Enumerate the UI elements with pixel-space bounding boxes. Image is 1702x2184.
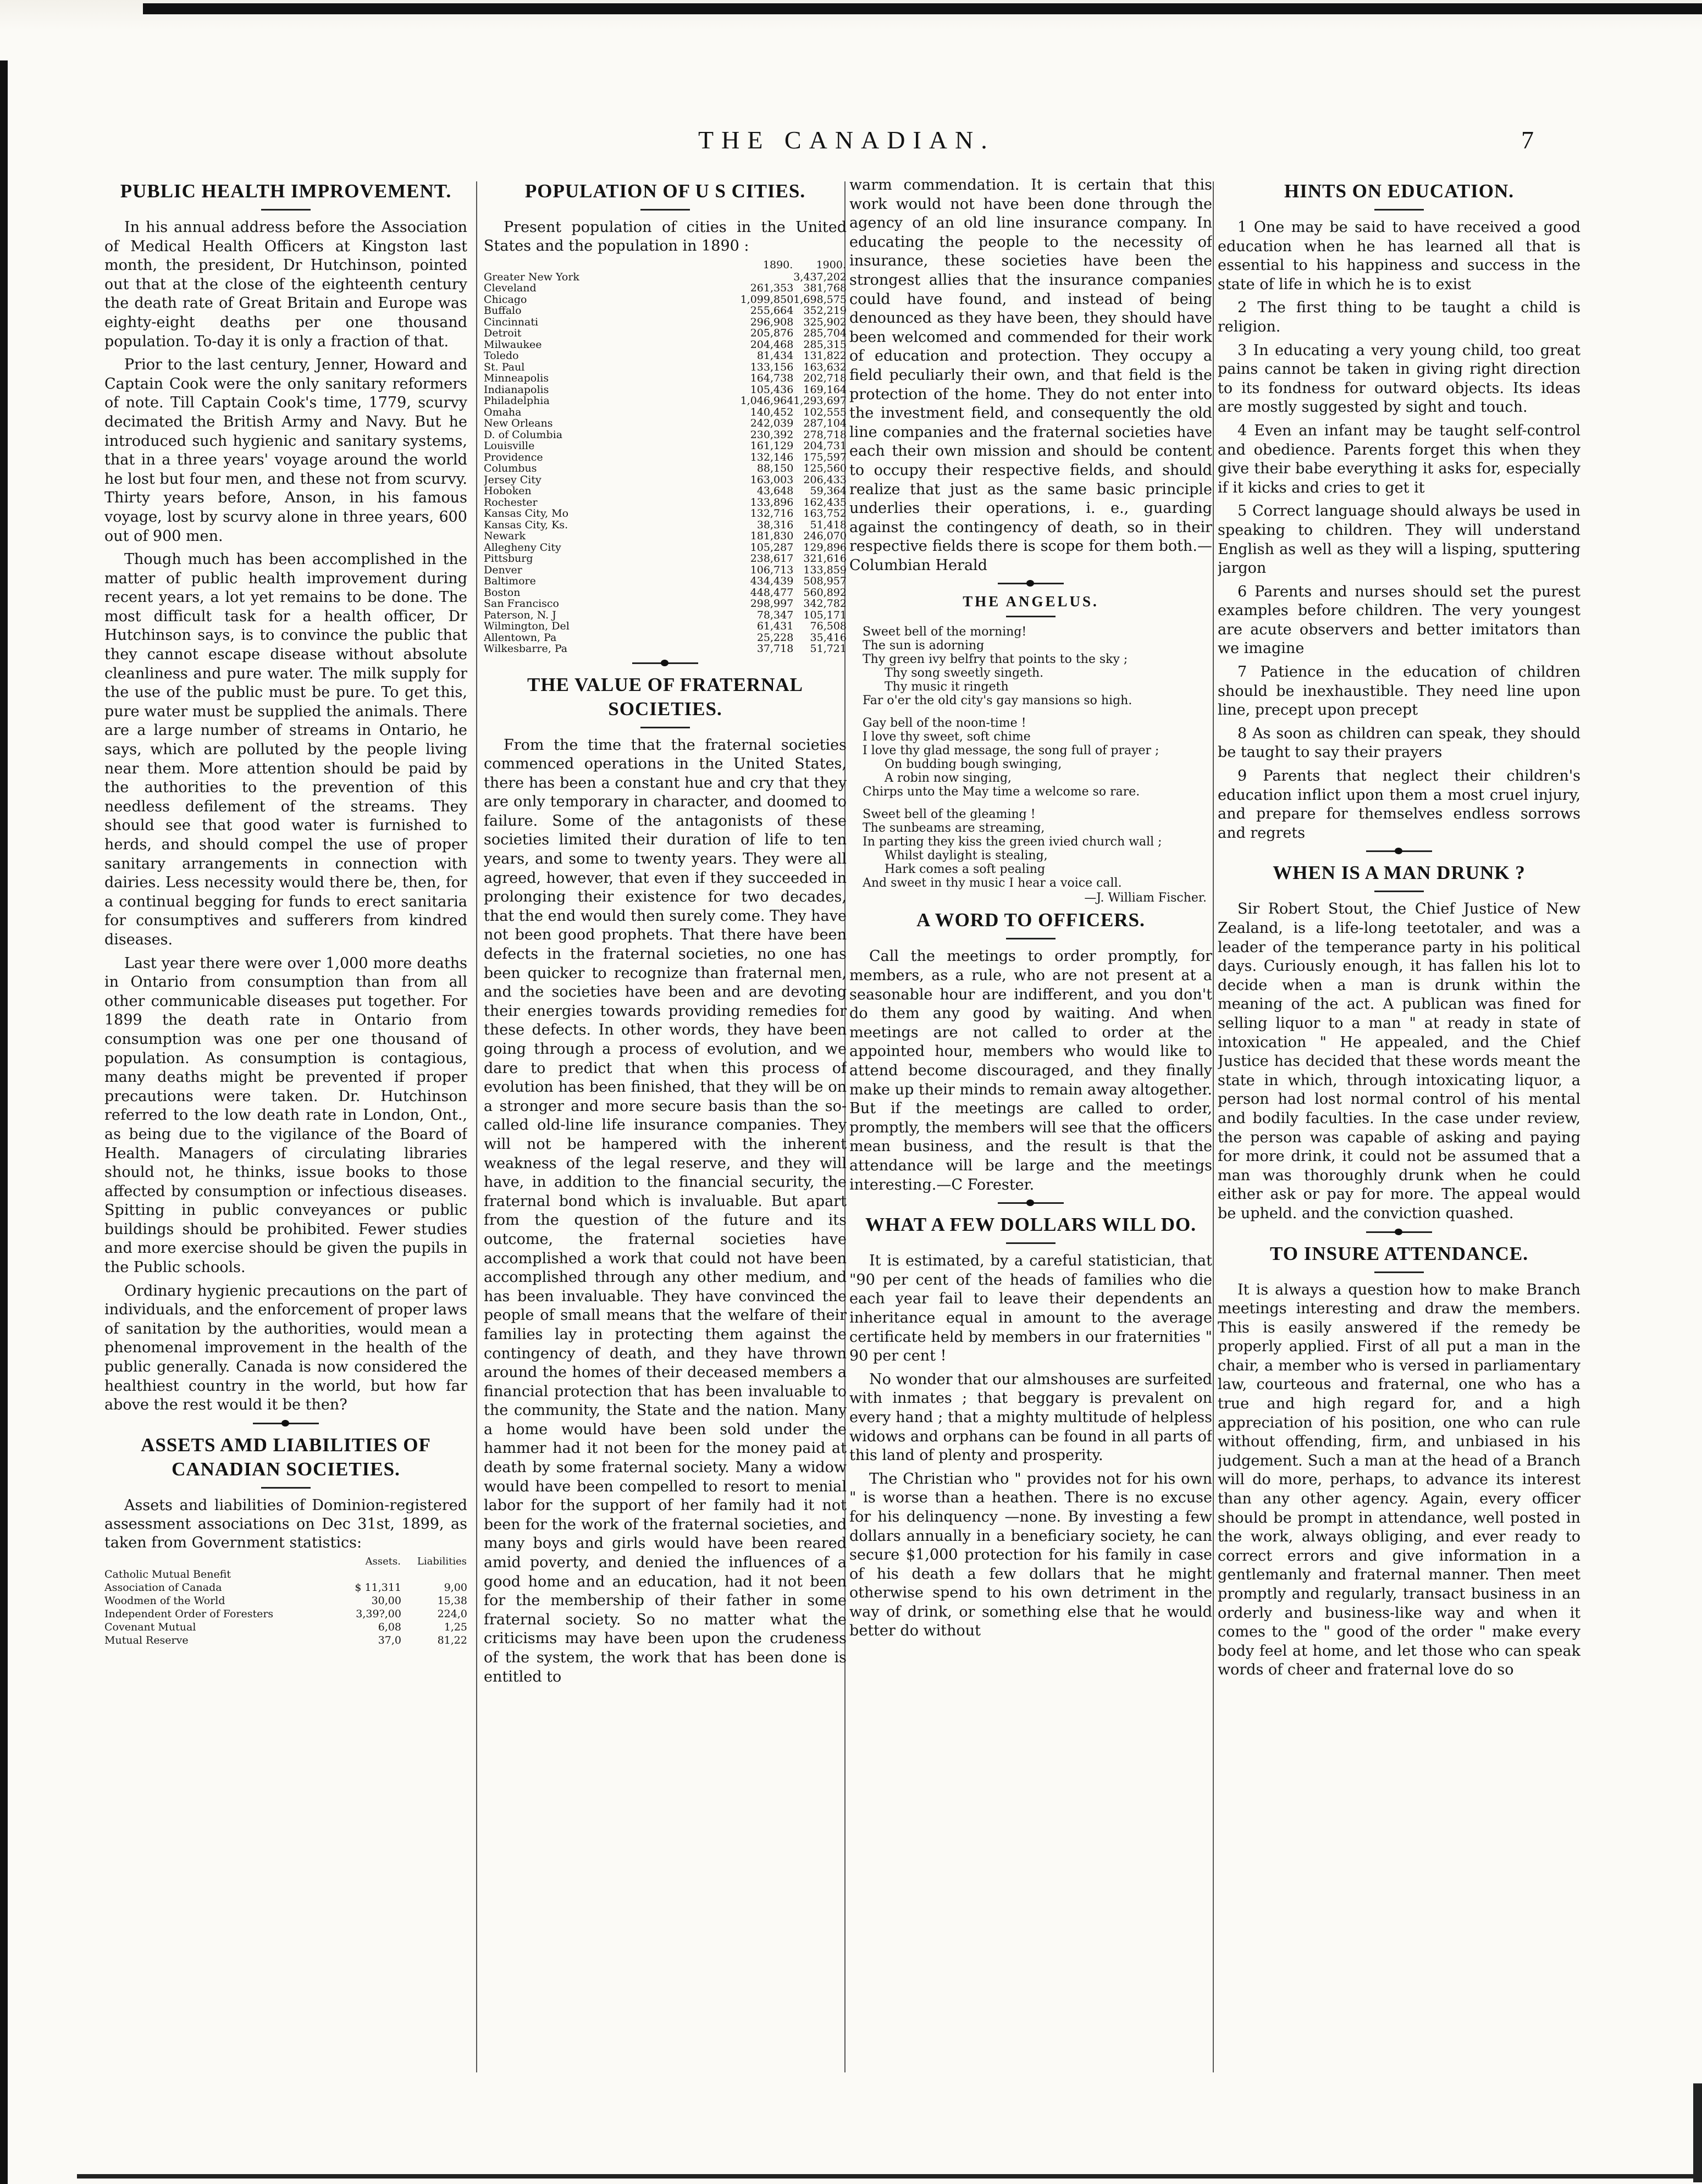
table-row — [484, 328, 847, 339]
table-row — [484, 384, 847, 396]
population-1890-cell: 163,003 — [750, 473, 794, 486]
article-paragraph: Ordinary hygienic precautions on the part of individuals, and the enforcement of proper laws of sanitation by the authorities, would mean a phenomenal improvement in the health of the public generally. Canada is now considered the healthiest country in the world, but how far above the rest would it be then? — [104, 1282, 467, 1414]
population-1900-cell: 285,315 — [803, 338, 847, 351]
population-table-body — [484, 272, 847, 655]
population-1900-cell: 133,859 — [803, 563, 847, 576]
section-ornament — [632, 662, 698, 664]
article-continuation: warm commendation. It is certain that this work would not have been done through the agency of an old line insurance company. In educating the people to the necessity of insurance, these societies have been the strongest allies that the insurance companies could have found, and instead of being denounced as they have been, they should have been welcomed and commended for their work of education and protection. They occupy a field peculiarly their own, and that field is the protection of the home. They do not enter into the investment field, and consequently the old line companies and the fraternal societies have each their own mission and should be content to occupy their respective fields, and should realize that just as the same basic principle underlies their operations, i. e., guarding against the contingency of death, so in their respective fields there is scope for them both.—Columbian Herald — [849, 176, 1212, 574]
population-1900-cell: 321,616 — [803, 552, 847, 565]
population-1900-cell: 125,560 — [803, 462, 847, 474]
table-row — [484, 407, 847, 418]
table-row — [484, 418, 847, 429]
population-1900-cell: 51,418 — [810, 518, 847, 531]
city-name-cell: Columbus — [484, 462, 537, 474]
assets-table-body — [104, 1568, 467, 1647]
table-row — [484, 632, 847, 644]
population-1900-cell: 560,892 — [803, 586, 847, 599]
headline-rule — [640, 209, 690, 211]
poem-line: The sunbeams are streaming, — [863, 821, 1045, 836]
table-row — [104, 1634, 467, 1647]
city-name-cell: St. Paul — [484, 361, 525, 373]
assets-cell: 3,39?,00 — [356, 1607, 401, 1620]
population-1900-cell: 131,822 — [803, 350, 847, 362]
population-1890-cell: 132,716 — [750, 507, 794, 519]
city-name-cell: Allegheny City — [484, 541, 561, 554]
left-border-rule — [0, 60, 8, 2184]
table-row — [484, 339, 847, 351]
city-name-cell: Omaha — [484, 406, 522, 418]
population-1890-cell: 161,129 — [750, 440, 794, 452]
table-row — [484, 294, 847, 306]
table-row — [484, 542, 847, 554]
bottom-border-rule — [77, 2174, 1702, 2179]
population-1900-cell: 163,632 — [803, 361, 847, 373]
city-name-cell: Kansas City, Ks. — [484, 518, 568, 531]
top-border-rule — [143, 3, 1702, 14]
section-ornament — [1366, 850, 1432, 852]
headline-rule — [261, 209, 311, 211]
city-name-cell: Detroit — [484, 327, 522, 339]
poem-line: Far o'er the old city's gay mansions so high. — [863, 694, 1132, 708]
stanza-break — [863, 707, 1212, 716]
society-name-cell: Woodmen of the World — [104, 1594, 225, 1607]
assets-cell: 37,0 — [378, 1634, 401, 1646]
population-1900-cell: 102,555 — [803, 406, 847, 418]
population-1900-cell: 105,171 — [803, 609, 847, 621]
headline-rule — [640, 727, 690, 728]
article-headline: WHAT A FEW DOLLARS WILL DO. — [865, 1214, 1197, 1236]
liabilities-cell: 15,38 — [437, 1594, 467, 1607]
table-intro: Present population of cities in the United States and the population in 1890 : — [484, 219, 847, 255]
article-paragraph: 3 In educating a very young child, too great pains cannot be taken in giving right direction to its fondness for outward objects. Its ideas are mostly suggested by sight and touch. — [1218, 341, 1581, 416]
article-paragraph: Though much has been accomplished in the matter of public health improvement during recent years, a lot yet remains to be done. The most difficult task for a health officer, Dr Hutchinson says, is to convince the public that they cannot escape disease without absolute cleanliness and pure water. The milk supply for the use of the public must be pure. To get this, pure water must be supplied the animals. There are a large number of streams in Ontario, he says, which are polluted by the people living near them. More attention should be paid by the authorities to the prevention of this needless defilement of the streams. They should see that good water is furnished to herds, and should compel the use of proper sanitary arrangements in connection with dairies. Less necessity would there be, then, for a continual begging for funds to erect sanitaria for consumptives and sufferers from kindred diseases. — [104, 551, 467, 948]
population-1890-cell: 434,439 — [750, 575, 794, 587]
population-1890-cell: 43,648 — [756, 485, 794, 497]
assets-table — [104, 1556, 467, 1647]
population-1890-cell: 261,353 — [750, 282, 794, 294]
table-row — [484, 497, 847, 508]
article-paragraph: No wonder that our almshouses are surfeited with inmates ; that beggary is prevalent on every hand ; that a mighty multitude of helpless widows and orphans can be found in all parts of this land of plenty and prosperity. — [849, 1370, 1212, 1464]
article-paragraph: 9 Parents that neglect their children's education inflict upon them a most cruel injury, and prepare for themselves endless sorrows and regrets — [1218, 767, 1581, 842]
population-1890-cell: 296,908 — [750, 316, 794, 328]
population-1900-cell: 508,957 — [803, 575, 847, 587]
table-row — [484, 530, 847, 542]
population-1900-cell: 342,782 — [803, 598, 847, 610]
population-1900-cell: 285,704 — [803, 327, 847, 339]
article-paragraph: From the time that the fraternal societies commenced operations in the United States, there has been a constant hue and cry that they are only temporary in character, and doomed to failure. Some of the antagonists of these societies limited their duration of life to ten years, and some to twenty years. They were all agreed, however, that even if they succeeded in prolonging their existence for two decades, that the end would then surely come. They have not been good prophets. That there have been defects in the fraternal societies, no one has been quicker to recognize than fraternal men, and the societies have been and are devoting their energies towards providing remedies for these defects. In other words, they have been going through a process of evolution, and we dare to predict that when this process of evolution has been finished, that they will be on a stronger and more secure basis than the so-called old-line life insurance companies. They will not be hampered with the inherent weakness of the legal reserve, and they will have, in addition to the financial security, the fraternal bond which is invaluable. But apart from the question of the future and its outcome, the fraternal societies have accomplished a work that could not have been accomplished through any other medium, and has been invaluable. They have convinced the people of small means that the welfare of their families lay in protecting them against the contingency of death, and they have thrown around the homes of their deceased members a financial protection that has been invaluable to the community, the State and the nation. Many a home would have been sold under the hammer had it not been for the money paid at death by some fraternal society. Many a widow would have been compelled to resort to menial labor for the support of her family had it not been for the work of the fraternal societies, and many boys and girls would have been reared amid poverty, and denied the influences of a good home and an education, had it not been for the membership of their father in some fraternal society. So no matter what the criticisms may have been upon the crudeness of the system, the work that has been done is entitled to — [484, 736, 847, 1685]
table-row — [484, 440, 847, 452]
population-1900-cell: 59,364 — [810, 485, 847, 497]
table-row — [484, 610, 847, 621]
population-1890-cell: 181,830 — [750, 530, 794, 542]
city-name-cell: Milwaukee — [484, 338, 542, 351]
table-row — [484, 519, 847, 531]
city-name-cell: Pittsburg — [484, 552, 533, 565]
poem-line: Sweet bell of the gleaming ! — [863, 808, 1036, 822]
poem-line: A robin now singing, — [885, 771, 1012, 786]
poem-line: I love thy sweet, soft chime — [863, 730, 1031, 744]
city-name-cell: Allentown, Pa — [484, 631, 557, 644]
article-paragraph: In his annual address before the Association of Medical Health Officers at Kingston last month, the president, Dr Hutchinson, pointed out that at the close of the eighteenth century the death rate of Great Britain and Europe was eighty-eight deaths per one thousand population. To-day it is only a fraction of that. — [104, 219, 467, 350]
population-1890-cell: 164,738 — [750, 372, 794, 384]
poem-line: The sun is adorning — [863, 639, 985, 653]
population-1900-cell: 3,437,202 — [793, 270, 847, 283]
page-header — [104, 125, 1534, 164]
page-number: 7 — [1521, 126, 1534, 154]
table-row — [484, 452, 847, 463]
column-header: Liabilities — [417, 1555, 467, 1567]
population-1890-cell: 105,436 — [750, 383, 794, 396]
headline-rule — [1006, 1242, 1056, 1244]
assets-cell: 30,00 — [371, 1594, 401, 1607]
population-1900-cell: 51,721 — [810, 643, 847, 655]
city-name-cell: Boston — [484, 586, 521, 599]
headline-rule — [1374, 891, 1424, 892]
article-headline: HINTS ON EDUCATION. — [1284, 180, 1514, 202]
population-1890-cell: 37,718 — [756, 643, 794, 655]
table-row — [484, 373, 847, 384]
city-name-cell: Toledo — [484, 350, 519, 362]
article-paragraph: 7 Patience in the education of children should be inexhaustible. They need line upon line, precept upon precept — [1218, 664, 1581, 719]
table-row — [104, 1594, 467, 1607]
table-row — [104, 1581, 467, 1594]
column-4 — [1218, 176, 1581, 2083]
population-1890-cell: 204,468 — [750, 338, 794, 351]
article-paragraph: 6 Parents and nurses should set the purest examples before children. The very youngest are acute observers and better imitators than we imagine — [1218, 583, 1581, 657]
society-name-cell: Association of Canada — [104, 1581, 222, 1594]
poem-line: Chirps unto the May time a welcome so rare. — [863, 785, 1140, 799]
population-1890-cell: 1,046,964 — [740, 395, 794, 407]
table-row — [484, 429, 847, 441]
table-row — [484, 485, 847, 497]
article-paragraph: It is estimated, by a careful statistician, that "90 per cent of the heads of families who die each year fail to leave their dependents an inheritance equal in amount to the average certificate held by members in our fraternities " 90 per cent ! — [849, 1252, 1212, 1365]
city-name-cell: Providence — [484, 451, 543, 463]
stanza-break — [863, 799, 1212, 808]
article-headline: ASSETS AMD LIABILITIES OF CANADIAN SOCIETIES. — [141, 1434, 431, 1480]
table-row — [484, 587, 847, 599]
article-paragraph: 8 As soon as children can speak, they should be taught to say their prayers — [1218, 725, 1581, 761]
article-paragraph: The Christian who " provides not for his own " is worse than a heathen. There is no excuse for his delinquency —none. By investing a few dollars annually in a beneficiary society, he can secure $1,000 protection for his family in case of his death a few dollars that he might otherwise spend to his own detriment in the way of drink, or something else that he would better do without — [849, 1470, 1212, 1640]
section-ornament — [998, 1202, 1064, 1204]
population-1900-cell: 202,718 — [803, 372, 847, 384]
article-headline: PUBLIC HEALTH IMPROVEMENT. — [120, 180, 452, 202]
city-name-cell: Buffalo — [484, 305, 522, 317]
population-1890-cell: 132,146 — [750, 451, 794, 463]
section-ornament — [998, 583, 1064, 584]
table-row — [484, 272, 847, 283]
liabilities-cell: 9,00 — [444, 1581, 467, 1594]
poem-line: Gay bell of the noon-time ! — [863, 716, 1026, 731]
city-name-cell: San Francisco — [484, 598, 559, 610]
city-name-cell: Louisville — [484, 440, 535, 452]
city-name-cell: Minneapolis — [484, 372, 549, 384]
table-row — [484, 362, 847, 373]
population-1900-cell: 35,416 — [810, 631, 847, 644]
city-name-cell: Jersey City — [484, 473, 541, 486]
table-row — [484, 553, 847, 565]
population-1900-cell: 287,104 — [803, 417, 847, 429]
headline-rule — [1006, 938, 1056, 939]
article-paragraph: It is always a question how to make Branch meetings interesting and draw the members. This is easily answered if the remedy be properly applied. First of all put a man in the chair, a member who is versed in parliamentary law, courteous and fraternal, one who has a true and high regard for, and a high appreciation of his position, one who can rule without offending, firm, and unbiased in his judgement. Such a man at the head of a Branch will do more, perhaps, to advance its interest than any other agency. Again, every officer should be prompt in attendance, well posted in the work, always obliging, and ever ready to correct errors and give information in a gentlemanly and fraternal manner. Then meet promptly and regularly, transact business in an orderly and business-like way and when it comes to the " good of the order " make every body feel at home, and let those who can speak words of cheer and fraternal love do so — [1218, 1281, 1581, 1679]
headline-rule — [1374, 1271, 1424, 1273]
city-name-cell: Baltimore — [484, 575, 536, 587]
column-1 — [104, 176, 467, 2083]
article-paragraph: Prior to the last century, Jenner, Howard and Captain Cook were the only sanitary reformers of note. Till Captain Cook's time, 1779, scurvy decimated the British Army and Navy. But he introduced such hygienic and sanitary systems, that in a three years' voyage around the world he lost but four men, and these not from scurvy. Thirty years before, Anson, in his famous voyage, lost by scurvy alone in three years, 600 out of 900 men. — [104, 356, 467, 545]
society-name-cell: Catholic Mutual Benefit — [104, 1568, 231, 1580]
population-1890-cell: 61,431 — [756, 620, 794, 632]
article-paragraph: Sir Robert Stout, the Chief Justice of New Zealand, is a life-long teetotaler, and was a leader of the temperance party in his political days. Curiously enough, it has fallen his lot to decide when a man is drunk within the meaning of the act. A publican was fined for selling liquor to a man " at ready in state of intoxication " He appealed, and the Chief Justice has decided that these words meant the state in which, through intoxicating liquor, a person had lost normal control of his mental and bodily faculties. In the case under review, the person was capable of asking and paying for more drink, it could not be assumed that a man was thoroughly drunk when he could either ask or pay for more. The appeal would be upheld. and the conviction quashed. — [1218, 900, 1581, 1222]
table-row — [484, 508, 847, 519]
headline-rule — [261, 1487, 311, 1489]
city-name-cell: Wilmington, Del — [484, 620, 570, 632]
poem-title: THE ANGELUS. — [963, 593, 1099, 610]
population-1900-cell: 352,219 — [803, 305, 847, 317]
poem-line: Whilst daylight is stealing, — [885, 849, 1048, 863]
population-1890-cell: 255,664 — [750, 305, 794, 317]
population-1900-cell: 175,597 — [803, 451, 847, 463]
headline-rule — [1006, 616, 1056, 617]
population-1900-cell: 204,731 — [803, 440, 847, 452]
city-name-cell: Rochester — [484, 496, 538, 508]
population-1890-cell: 81,434 — [756, 350, 794, 362]
population-1900-cell: 129,896 — [803, 541, 847, 554]
population-1890-cell: 242,039 — [750, 417, 794, 429]
article-headline: TO INSURE ATTENDANCE. — [1270, 1242, 1528, 1264]
population-1890-cell — [741, 272, 794, 283]
article-paragraph: 4 Even an infant may be taught self-control and obedience. Parents forget this when they give their babe everything it asks for, especially if it kicks and cries to get it — [1218, 422, 1581, 496]
column-header: Assets. — [365, 1555, 401, 1567]
city-name-cell: Philadelphia — [484, 395, 550, 407]
society-name-cell: Mutual Reserve — [104, 1634, 189, 1646]
table-row — [484, 305, 847, 317]
article-paragraph: 1 One may be said to have received a good education when he has learned all that is essential to his happiness and success in the state of life in which he is to exist — [1218, 219, 1581, 293]
poem-line: Thy green ivy belfry that points to the sky ; — [863, 653, 1128, 667]
table-row — [484, 317, 847, 328]
population-1900-cell: 1,293,697 — [793, 395, 847, 407]
city-name-cell: Indianapolis — [484, 383, 549, 396]
poem-line: In parting they kiss the green ivied church wall ; — [863, 835, 1162, 849]
table-row — [104, 1568, 467, 1581]
assets-cell: $ 11,311 — [355, 1581, 401, 1594]
section-ornament — [253, 1423, 319, 1424]
population-1900-cell: 206,433 — [803, 473, 847, 486]
column-divider — [476, 181, 477, 2072]
population-1900-cell: 1,698,575 — [793, 293, 847, 306]
population-1900-cell: 381,768 — [803, 282, 847, 294]
section-ornament — [1366, 1231, 1432, 1233]
city-name-cell: Cincinnati — [484, 316, 539, 328]
population-1890-cell: 298,997 — [750, 598, 794, 610]
table-row — [484, 350, 847, 362]
article-paragraph: 2 The first thing to be taught a child is religion. — [1218, 299, 1581, 335]
column-header: 1900. — [816, 259, 846, 271]
liabilities-cell: 224,0 — [437, 1607, 467, 1620]
city-name-cell: Hoboken — [484, 485, 532, 497]
liabilities-cell — [401, 1568, 467, 1581]
poem-line: And sweet in thy music I hear a voice call. — [863, 876, 1122, 891]
article-headline: A WORD TO OFFICERS. — [916, 909, 1145, 931]
population-1890-cell: 205,876 — [750, 327, 794, 339]
population-1890-cell: 106,713 — [750, 563, 794, 576]
city-name-cell: Denver — [484, 563, 522, 576]
liabilities-cell: 1,25 — [444, 1621, 467, 1633]
population-1890-cell: 105,287 — [750, 541, 794, 554]
table-row — [484, 565, 847, 576]
table-row — [484, 598, 847, 610]
population-1900-cell: 163,752 — [803, 507, 847, 519]
table-row — [484, 643, 847, 655]
article-headline: THE VALUE OF FRATERNAL SOCIETIES. — [527, 673, 804, 720]
table-header-row — [484, 259, 847, 272]
article-paragraph: Call the meetings to order promptly, for members, as a rule, who are not present at a seasonable hour are indifferent, and you don't do them any good by waiting. And when meetings are not called to order at the appointed hour, members who would like to attend become discouraged, and they finally make up their minds to remain away altogether. But if the meetings are called to order, promptly, the members will see that the officers mean business, and the result is that the attendance will be large and the meetings interesting.—C Forester. — [849, 948, 1212, 1193]
assets-cell — [335, 1568, 401, 1581]
poem-line: Thy music it ringeth — [885, 680, 1009, 694]
population-1900-cell: 162,435 — [803, 496, 847, 508]
liabilities-cell: 81,22 — [437, 1634, 467, 1646]
population-1890-cell: 230,392 — [750, 428, 794, 441]
population-1890-cell: 1,099,850 — [740, 293, 794, 306]
population-1900-cell: 169,164 — [803, 383, 847, 396]
table-row — [104, 1607, 467, 1621]
population-1890-cell: 25,228 — [756, 631, 794, 644]
headline-rule — [1374, 209, 1424, 211]
table-row — [484, 283, 847, 294]
population-1890-cell: 140,452 — [750, 406, 794, 418]
population-1900-cell: 246,070 — [803, 530, 847, 542]
poem-body — [863, 625, 1212, 890]
assets-cell: 6,08 — [378, 1621, 401, 1633]
city-name-cell: Wilkesbarre, Pa — [484, 643, 568, 655]
population-1890-cell: 133,156 — [750, 361, 794, 373]
poem-line: Thy song sweetly singeth. — [885, 666, 1044, 681]
city-name-cell: New Orleans — [484, 417, 553, 429]
masthead-title: THE CANADIAN. — [698, 126, 995, 154]
society-name-cell: Independent Order of Foresters — [104, 1607, 274, 1620]
table-row — [484, 395, 847, 407]
table-row — [104, 1621, 467, 1634]
poem-line: Sweet bell of the morning! — [863, 625, 1027, 639]
city-name-cell: Paterson, N. J — [484, 609, 556, 621]
population-1890-cell: 88,150 — [756, 462, 794, 474]
article-headline: POPULATION OF U S CITIES. — [524, 180, 806, 202]
poem-line: On budding bough swinging, — [885, 758, 1062, 772]
column-3 — [849, 176, 1212, 2083]
table-intro: Assets and liabilities of Dominion-registered assessment associations on Dec 31st, 1899, as taken from Government statistics: — [104, 1496, 467, 1551]
article-headline: WHEN IS A MAN DRUNK ? — [1273, 862, 1526, 884]
population-1890-cell: 238,617 — [750, 552, 794, 565]
column-2 — [484, 176, 847, 2083]
city-name-cell: Chicago — [484, 293, 527, 306]
table-row — [484, 463, 847, 474]
article-paragraph: Last year there were over 1,000 more deaths in Ontario from consumption than from all other communicable diseases put together. For 1899 the death rate in Ontario from consumption was one per one thousand of population. As consumption is contagious, many deaths might be prevented if proper precautions were taken. Dr. Hutchinson referred to the low death rate in London, Ont., as being due to the vigilance of the Board of Health. Managers of circulating libraries should not, he thinks, issue books to those affected by consumption or infectious diseases. Spitting in public conveyances or public buildings should be prohibited. Fewer studies and more exercise should be given the pupils in the Public schools. — [104, 954, 467, 1276]
population-1890-cell: 448,477 — [750, 586, 794, 599]
population-table — [484, 259, 847, 655]
population-1890-cell: 133,896 — [750, 496, 794, 508]
city-name-cell: Cleveland — [484, 282, 537, 294]
table-header-row — [104, 1556, 467, 1568]
page-edge-mark — [1693, 2083, 1702, 2182]
society-name-cell: Covenant Mutual — [104, 1621, 196, 1633]
table-row — [484, 576, 847, 587]
population-1890-cell: 38,316 — [756, 518, 794, 531]
poem-line: I love thy glad message, the song full of prayer ; — [863, 744, 1159, 758]
table-row — [484, 621, 847, 632]
article-paragraph: 5 Correct language should always be used in speaking to children. They will understand English as well as they will a lisping, sputtering jargon — [1218, 502, 1581, 577]
population-1890-cell: 78,347 — [756, 609, 794, 621]
column-header: 1890. — [762, 259, 793, 271]
city-name-cell: Greater New York — [484, 270, 579, 283]
table-row — [484, 474, 847, 486]
population-1900-cell: 76,508 — [810, 620, 847, 632]
city-name-cell: D. of Columbia — [484, 428, 563, 441]
city-name-cell: Newark — [484, 530, 526, 542]
population-1900-cell: 325,902 — [803, 316, 847, 328]
poem-line: Hark comes a soft pealing — [885, 862, 1046, 877]
city-name-cell: Kansas City, Mo — [484, 507, 569, 519]
population-1900-cell: 278,718 — [803, 428, 847, 441]
column-divider — [1213, 181, 1214, 2072]
poem-author: —J. William Fischer. — [1084, 891, 1207, 905]
